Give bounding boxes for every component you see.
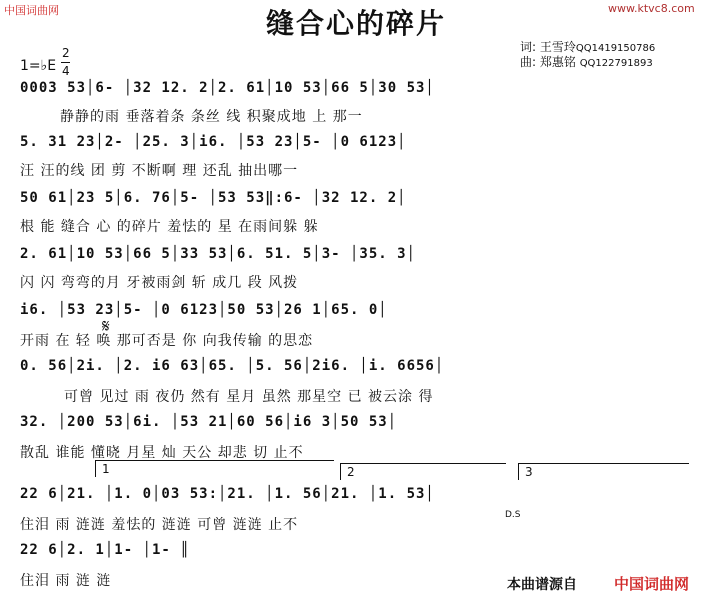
notation-line-3: 50 61│23 5│6. 76│5- │53 53‖:6- │32 12. 2│ — [20, 190, 407, 206]
volta-bracket-2 — [340, 463, 506, 480]
composer-name: 曲: 郑惠铭 — [520, 55, 576, 69]
notation-line-2: 5. 31 23│2- │25. 3│i6. │53 23│5- │0 6123│ — [20, 134, 407, 150]
volta-number-3: 3 — [525, 465, 533, 479]
lyric-line-9: 住泪 雨 涟 涟 — [20, 573, 112, 589]
lyric-line-7: 散乱 谁能 懂晓 月星 灿 天公 却悲 切 止不 — [20, 445, 304, 461]
lyric-line-2: 汪 汪的线 团 剪 不断啊 理 还乱 抽出哪一 — [20, 163, 299, 179]
time-signature-bottom: 4 — [62, 64, 70, 78]
footer-site-logo: 中国词曲网 — [614, 575, 690, 593]
composer-qq: QQ122791893 — [579, 58, 653, 69]
notation-line-4: 2. 61│10 53│66 5│33 53│6. 51. 5│3- │35. 3│ — [20, 246, 417, 262]
time-signature-top: 2 — [62, 46, 70, 60]
lyricist-name: 词: 王雪玲 — [520, 40, 576, 54]
footer-source-label: 本曲谱源自 — [507, 577, 577, 593]
volta-number-2: 2 — [347, 465, 355, 479]
volta-bracket-3 — [518, 463, 689, 480]
composer-credit — [520, 53, 653, 70]
lyric-line-8: 住泪 雨 涟涟 羞怯的 涟涟 可曾 涟涟 止不 — [20, 517, 299, 533]
notation-line-5: i6. │53 23│5- │0 6123│50 53│26 1│65. 0│ — [20, 302, 388, 318]
notation-line-9: 22 6│2. 1│1- │1- ║ — [20, 542, 190, 558]
song-title: 缝合心的碎片 — [265, 7, 446, 40]
volta-bracket-1 — [95, 460, 334, 477]
lyric-line-5: 开雨 在 轻 唤 那可否是 你 向我传输 的思恋 — [20, 333, 314, 349]
notation-line-1: 0003 53│6- │32 12. 2│2. 61│10 53│66 5│30 53│ — [20, 80, 435, 96]
key-signature: 1=♭E — [20, 58, 57, 74]
lyricist-qq: QQ1419150786 — [575, 43, 656, 54]
site-watermark-right: www.ktvc8.com — [608, 2, 695, 15]
lyric-line-4: 闪 闪 弯弯的月 牙被雨剑 斩 成几 段 风拨 — [20, 275, 299, 291]
lyric-line-1: 静静的雨 垂落着条 条丝 线 积聚成地 上 那一 — [60, 109, 363, 125]
volta-number-1: 1 — [102, 462, 110, 476]
site-watermark-left: 中国词曲网 — [4, 4, 59, 17]
lyric-line-3: 根 能 缝合 心 的碎片 羞怯的 星 在雨间躲 躲 — [20, 219, 319, 235]
ds-marker: D.S — [505, 510, 521, 520]
time-signature-line — [61, 62, 70, 63]
notation-line-8: 22 6│21. │1. 0│03 53:│21. │1. 56│21. │1. 53│ — [20, 486, 435, 502]
lyric-line-6: 可曾 见过 雨 夜仍 然有 星月 虽然 那星空 已 被云涂 得 — [64, 389, 434, 405]
notation-line-7: 32. │200 53│6i. │53 21│60 56│i6 3│50 53│ — [20, 414, 398, 430]
segno-sign: 𝄋 — [102, 316, 110, 337]
notation-line-6: 0. 56│2i. │2. i6 63│65. │5. 56│2i6. │i. 6656│ — [20, 358, 445, 374]
